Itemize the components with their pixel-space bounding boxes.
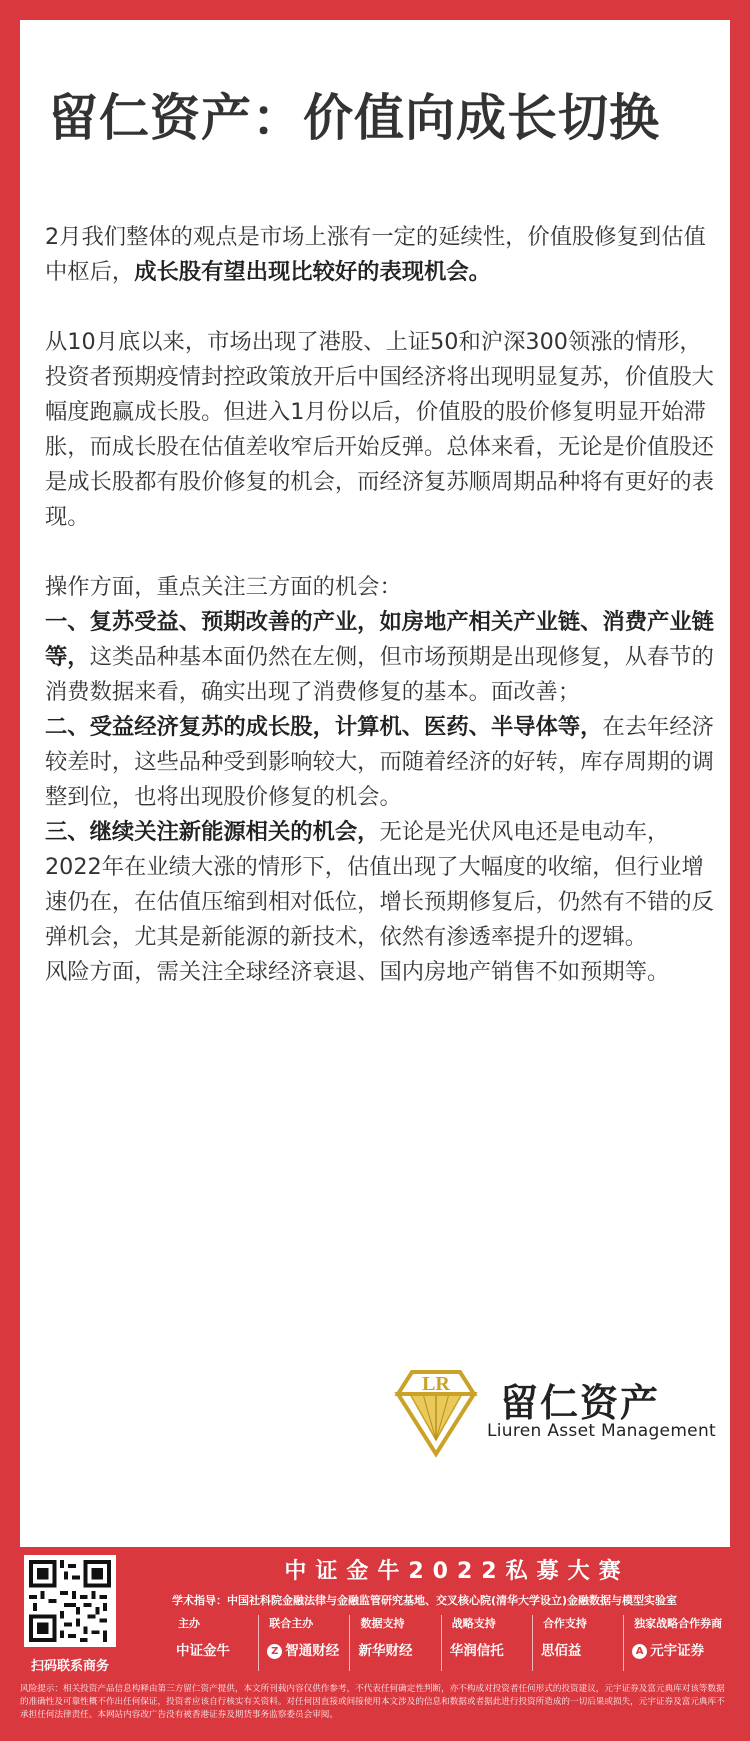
opportunity-2-text: 在去年经济较差时，这些品种受到影响较大，而随着经济的好转，库存周期的调整到位，也将出现股价修复的机会。 (45, 714, 714, 810)
sponsor-name: 中证金牛 (176, 1643, 230, 1659)
sponsor-data (350, 1615, 441, 1671)
svg-text:LR: LR (422, 1373, 450, 1395)
paragraph-opportunity-1 (45, 605, 717, 710)
competition-title: 中证金牛2022私募大赛 (284, 1559, 630, 1584)
summary-text: 2月我们整体的观点是市场上涨有一定的延续性，价值股修复到估值中枢后， (45, 224, 706, 285)
opportunity-3-text: 无论是光伏风电还是电动车，2022年在业绩大涨的情形下，估值出现了大幅度的收缩，但行业增速仍在，在估值压缩到相对低位，增长预期修复后，仍然有不错的反弹机会，尤其是新能源的新技术，依然有渗透率提升的逻辑。 (45, 819, 714, 950)
qr-code-icon (29, 1560, 111, 1642)
sponsor-name-wrap (267, 1639, 339, 1659)
paragraph-operation-intro: 操作方面，重点关注三方面的机会： (45, 574, 402, 600)
diamond-logo-icon (390, 1360, 482, 1460)
logo-english-name: Liuren Asset Management (487, 1421, 716, 1441)
zhitong-icon: Z (267, 1644, 282, 1659)
sponsor-name: 新华财经 (358, 1643, 413, 1659)
sponsor-strategic (442, 1615, 533, 1671)
sponsor-label: 数据支持 (360, 1617, 405, 1630)
sponsor-label: 独家战略合作券商 (634, 1617, 723, 1630)
sponsor-name: 思佰益 (540, 1643, 582, 1659)
sponsor-label: 联合主办 (269, 1617, 314, 1630)
summary-highlight: 成长股有望出现比较好的表现机会。 (134, 259, 491, 285)
academic-guidance: 学术指导：中国社科院金融法律与金融监管研究基地、交叉核心院(清华大学设立)金融数据与模型实验室 (172, 1594, 678, 1607)
sponsor-label: 合作支持 (542, 1617, 587, 1630)
logo-chinese-name: 留仁资产 (500, 1381, 661, 1425)
yuanyu-icon: A (632, 1644, 647, 1659)
article-body (45, 220, 717, 990)
paragraph-opportunity-2 (45, 710, 717, 815)
liuren-logo (390, 1360, 720, 1460)
paragraph-opportunity-3 (45, 815, 717, 955)
qr-label: 扫码联系商务 (30, 1659, 109, 1674)
sponsor-name: 元宇证券 (650, 1643, 705, 1659)
sponsor-list (168, 1615, 746, 1671)
risk-disclaimer: 风险提示：相关投资产品信息构释由第三方留仁资产提供，本文所刊载内容仅供作参考，不代表任何确定性判断，亦不构成对投资者任何形式的投资建议，元宇证券及富元典库对该等数据的准确性及可靠性概不作出任何保证，投资者应该自行核实有关资料。对任何因直接或间接使用本文涉及的信息和数据或者据此进行投资所造成的一切后果或损失，元宇证券及富元典库不承担任何法律责任。本网站内容改广告没有被香港证券及期货事务监察委员会审阅。 (20, 1684, 725, 1720)
sponsor-name: 智通财经 (285, 1643, 340, 1659)
article-title: 留仁资产：价值向成长切换 (48, 89, 660, 147)
opportunity-2-heading: 二、受益经济复苏的成长股，计算机、医药、半导体等， (45, 714, 603, 740)
sponsor-name-wrap (632, 1639, 704, 1659)
footer-banner (0, 1547, 750, 1741)
opportunity-3-heading: 三、继续关注新能源相关的机会， (45, 819, 380, 845)
sponsor-label: 主办 (178, 1617, 200, 1630)
paragraph-market-review: 从10月底以来，市场出现了港股、上证50和沪深300领涨的情形，投资者预期疫情封控政策放开后中国经济将出现明显复苏，价值股大幅度跑赢成长股。但进入1月份以后，价值股的股价修复明显开始滞胀，而成长股在估值差收窄后开始反弹。总体来看，无论是价值股还是成长股都有股价修复的机会，而经济复苏顺周期品种将有更好的表现。 (45, 329, 714, 530)
opportunity-1-text: 这类品种基本面仍然在左侧，但市场预期是出现修复，从春节的消费数据来看，确实出现了消费修复的基本。面改善； (45, 644, 714, 705)
paragraph-risk: 风险方面，需关注全球经济衰退、国内房地产销售不如预期等。 (45, 959, 670, 985)
qr-code[interactable] (24, 1555, 116, 1647)
paragraph-summary (45, 220, 717, 290)
sponsor-co-host (259, 1615, 350, 1671)
article-card (20, 20, 730, 1547)
sponsor-cooperation (533, 1615, 624, 1671)
sponsor-broker (624, 1615, 746, 1671)
opportunity-1-heading: 一、复苏受益、预期改善的产业，如房地产相关产业链、消费产业链等， (45, 609, 714, 670)
sponsor-name: 华润信托 (449, 1643, 504, 1659)
sponsor-label: 战略支持 (451, 1617, 496, 1630)
sponsor-host (168, 1615, 259, 1671)
